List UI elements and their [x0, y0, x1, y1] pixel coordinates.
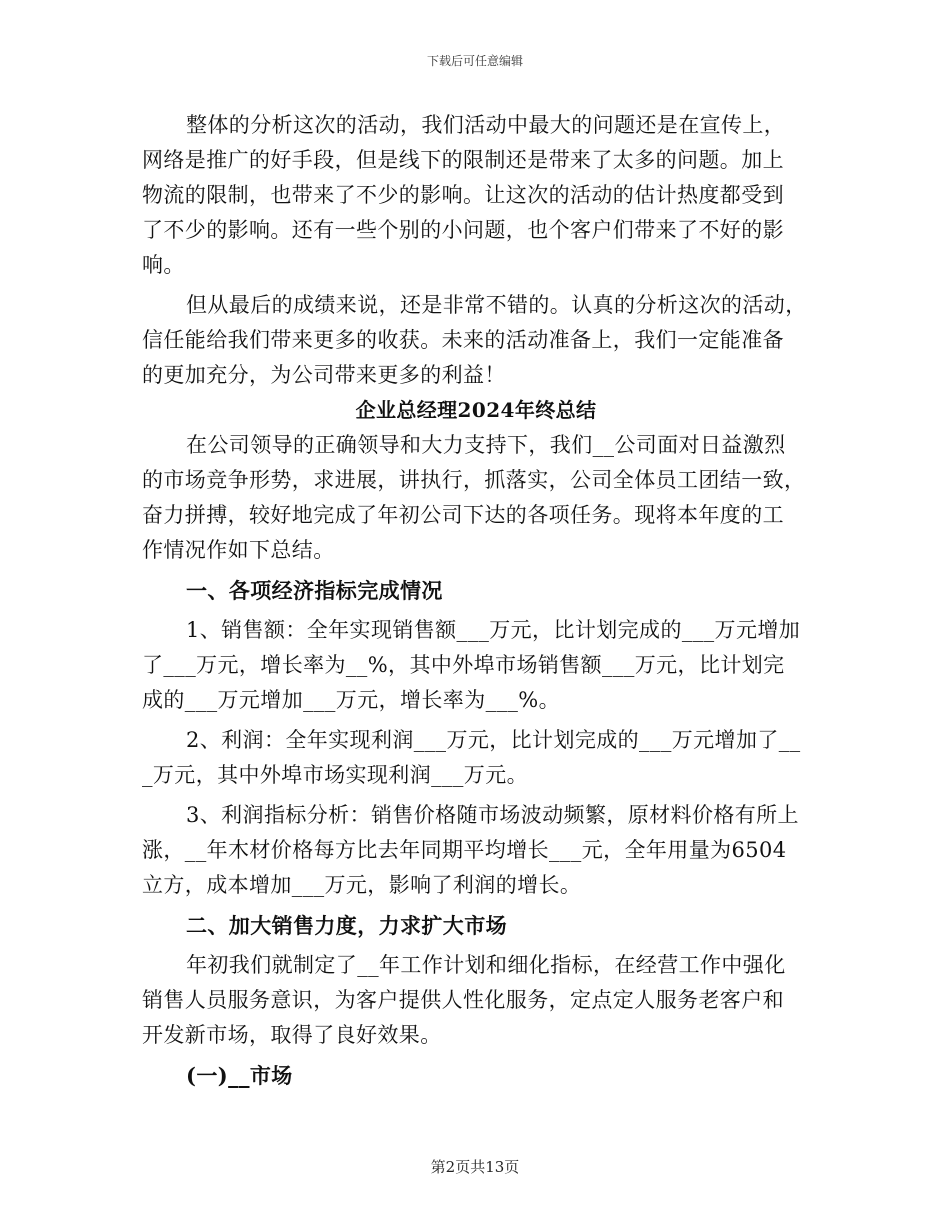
- paragraph-conclusion: [142, 288, 810, 393]
- text-line: 了___万元，增长率为__%，其中外埠市场销售额___万元，比计划完: [142, 653, 785, 677]
- text-line: 开发新市场，取得了良好效果。: [142, 1023, 442, 1047]
- item-profit: [142, 723, 810, 793]
- text-line: 3、利润指标分析：销售价格随市场波动频繁，原材料价格有所上: [186, 803, 799, 827]
- text-line: 年初我们就制定了__年工作计划和细化指标，在经营工作中强化: [186, 953, 786, 977]
- text-line: 在公司领导的正确领导和大力支持下，我们__公司面对日益激烈: [186, 433, 786, 457]
- document-body: [142, 108, 810, 1093]
- text-line: 涨，__年木材价格每方比去年同期平均增长___元，全年用量为6504: [142, 838, 787, 862]
- text-line: 奋力拼搏，较好地完成了年初公司下达的各项任务。现将本年度的工: [142, 503, 784, 527]
- paragraph-activity-analysis: [142, 108, 810, 283]
- text-line: 的更加充分，为公司带来更多的利益！: [142, 363, 506, 387]
- text-line: 的市场竞争形势，求进展，讲执行，抓落实，公司全体员工团结一致，: [142, 468, 806, 492]
- item-sales: [142, 613, 810, 718]
- paragraph-sales-plan: [142, 948, 810, 1053]
- text-line: 但从最后的成绩来说，还是非常不错的。认真的分析这次的活动，: [186, 293, 807, 317]
- text-line: 销售人员服务意识，为客户提供人性化服务，定点定人服务老客户和: [142, 988, 784, 1012]
- text-line: 作情况作如下总结。: [142, 538, 335, 562]
- subsection-heading-market: (一)__市场: [186, 1063, 293, 1088]
- text-line: 网络是推广的好手段，但是线下的限制还是带来了太多的问题。加上: [142, 148, 784, 172]
- page-number: 第2页共13页: [430, 1158, 520, 1176]
- text-line: 信任能给我们带来更多的收获。未来的活动准备上，我们一定能准备: [142, 328, 784, 352]
- document-title: 企业总经理2024年终总结: [355, 398, 597, 422]
- text-line: 2、利润：全年实现利润___万元，比计划完成的___万元增加了__: [186, 728, 801, 752]
- paragraph-intro: [142, 428, 810, 568]
- page-header: 下载后可任意编辑: [426, 54, 523, 68]
- section-heading-sales: 二、加大销售力度，力求扩大市场: [186, 913, 507, 938]
- text-line: 立方，成本增加___万元，影响了利润的增长。: [142, 873, 582, 897]
- text-line: 了不少的影响。还有一些个别的小问题，也个客户们带来了不好的影: [142, 218, 784, 242]
- text-line: 物流的限制，也带来了不少的影响。让这次的活动的估计热度都受到: [142, 183, 784, 207]
- text-line: 整体的分析这次的活动，我们活动中最大的问题还是在宣传上，: [186, 113, 786, 137]
- text-line: 1、销售额：全年实现销售额___万元，比计划完成的___万元增加: [186, 618, 801, 642]
- text-line: _万元，其中外埠市场实现利润___万元。: [142, 763, 528, 787]
- text-line: 响。: [142, 253, 185, 277]
- item-profit-analysis: [142, 798, 810, 903]
- text-line: 成的___万元增加___万元，增长率为___%。: [142, 688, 561, 712]
- section-heading-indicators: 一、各项经济指标完成情况: [186, 578, 443, 603]
